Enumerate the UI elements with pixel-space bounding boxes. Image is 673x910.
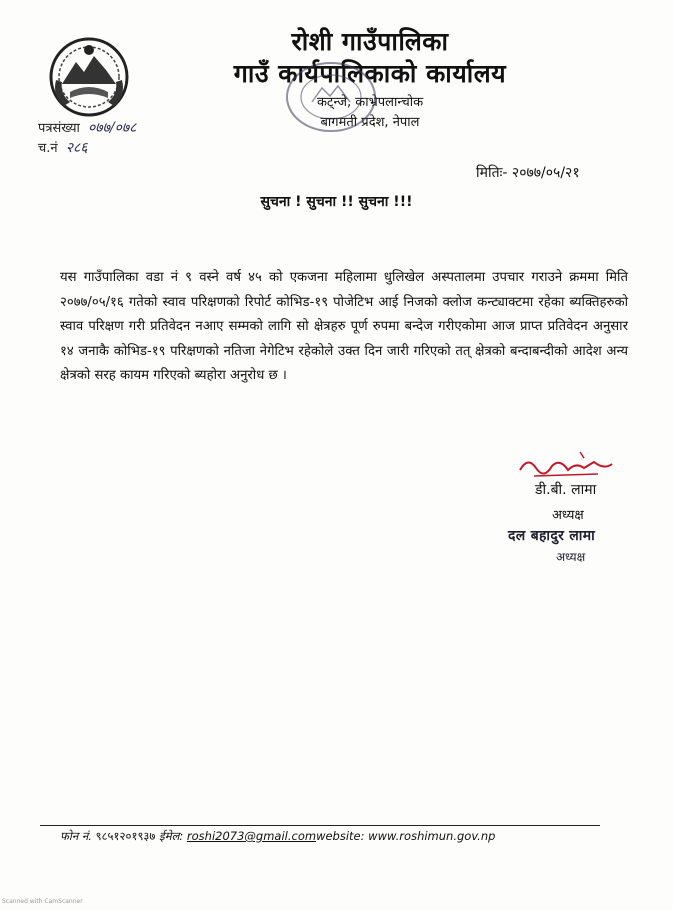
signatory-stamp-title: अध्यक्ष [556, 550, 586, 564]
letter-number-value: ०७७/०७८ [88, 120, 137, 136]
office-stamp-icon [282, 58, 380, 136]
email-label: ईमेल: [159, 829, 184, 843]
website-label: website: [316, 829, 365, 843]
dispatch-number-value: २८६ [65, 140, 88, 156]
address-line-2: बागमती प्रदेश, नेपाल [320, 115, 420, 130]
website-link[interactable]: www.roshimun.gov.np [368, 829, 496, 843]
dispatch-number-label: च.नं [38, 141, 58, 156]
phone-value: ९८५१२०१९३७ [95, 829, 156, 843]
notice-body: यस गाउँपालिका वडा नं ९ वस्ने वर्ष ४५ को एकजना महिलामा धुलिखेल अस्पतालमा उपचार गराउने क्रममा मिति २०७७/०५/१६ गतेको स्वाव परिक्षणको रिपोर्ट कोभिड-१९ पोजेटिभ आई निजको क्लोज कन्ट्याक्टमा रहेका ब्यक्तिहरुको स्वाव परिक्षण गरी प्रतिवेदन नआए सम्मको लागि सो क्षेत्रहरु पूर्ण रुपमा बन्देज गरीएकोमा आज प्राप्त प्रतिवेदन अनुसार १४ जनाकै कोभिड-१९ परिक्षणको नतिजा नेगेटिभ रहेकोले उक्त दिन जारी गरिएको तत् क्षेत्रको बन्दाबन्दीको आदेश अन्य क्षेत्रको सरह कायम गरिएको ब्यहोरा अनुरोध छ । [60, 270, 628, 383]
notice-title: सुचना ! सुचना !! सुचना !!! [260, 194, 413, 210]
nepal-emblem-icon [48, 36, 130, 118]
letter-date: मितिः- २०७७/०५/२१ [476, 165, 580, 181]
scanner-watermark: Scanned with CamScanner [2, 898, 83, 905]
phone-label: फोन नं. [60, 829, 92, 843]
letter-number-label: पत्रसंख्या [38, 121, 80, 136]
letter-number [38, 118, 136, 137]
email-link[interactable]: roshi2073@gmail.com [186, 829, 317, 843]
footer-divider [40, 825, 600, 826]
org-name: रोशी गाउँपालिका [291, 27, 449, 56]
dispatch-number [38, 138, 88, 157]
address-line-1: कट्न्जे, काभ्रेपलान्चोक [316, 95, 424, 110]
signature-icon [514, 448, 618, 482]
signatory-stamp-name: दल बहादुर लामा [508, 528, 596, 544]
signatory-title: अध्यक्ष [552, 508, 584, 523]
footer-contact [60, 829, 495, 844]
office-name: गाउँ कार्यपालिकाको कार्यालय [233, 59, 507, 88]
signatory-name: डी.बी. लामा [535, 482, 597, 498]
